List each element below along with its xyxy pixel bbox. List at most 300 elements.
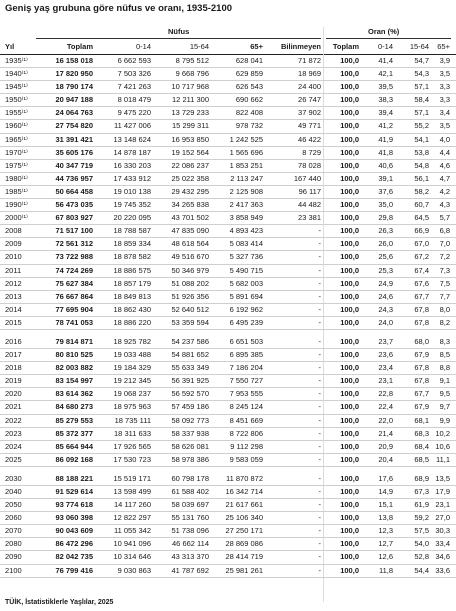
cell-ratio-total: 100,0 bbox=[340, 304, 359, 314]
cell-year: 2080 bbox=[5, 539, 22, 549]
table-row bbox=[0, 565, 456, 578]
cell-year: 1965⁽¹⁾ bbox=[5, 134, 28, 144]
column-header-year: Yıl bbox=[5, 42, 15, 51]
cell-total: 85 279 553 bbox=[55, 415, 93, 425]
cell-ratio-0-14: 23,7 bbox=[378, 336, 393, 346]
cell-year: 2100 bbox=[5, 565, 22, 575]
cell-unknown: 18 969 bbox=[298, 69, 321, 79]
group-header-row bbox=[0, 27, 456, 40]
table-row bbox=[0, 291, 456, 304]
cell-age-15-64: 25 022 358 bbox=[171, 173, 209, 183]
cell-ratio-15-64: 68,3 bbox=[414, 428, 429, 438]
cell-unknown: - bbox=[318, 539, 321, 549]
cell-age-0-14: 17 926 565 bbox=[113, 441, 151, 451]
cell-age-65-plus: 7 186 204 bbox=[229, 363, 263, 373]
cell-age-0-14: 18 859 334 bbox=[113, 239, 151, 249]
cell-ratio-0-14: 20,9 bbox=[378, 441, 393, 451]
cell-year: 2017 bbox=[5, 350, 22, 360]
cell-ratio-0-14: 24,3 bbox=[378, 304, 393, 314]
cell-year: 1935⁽¹⁾ bbox=[5, 56, 28, 65]
cell-ratio-0-14: 21,4 bbox=[378, 428, 393, 438]
cell-age-0-14: 19 745 352 bbox=[113, 200, 151, 210]
cell-year: 2008 bbox=[5, 226, 22, 236]
cell-ratio-total: 100,0 bbox=[340, 350, 359, 360]
table-row bbox=[0, 525, 456, 538]
cell-age-65-plus: 629 859 bbox=[235, 69, 263, 79]
cell-age-0-14: 18 975 963 bbox=[113, 402, 151, 412]
cell-year: 2019 bbox=[5, 376, 22, 386]
cell-ratio-0-14: 24,0 bbox=[378, 317, 393, 327]
cell-total: 90 043 609 bbox=[55, 526, 93, 536]
cell-age-65-plus: 16 342 714 bbox=[225, 487, 263, 496]
cell-total: 16 158 018 bbox=[55, 56, 93, 65]
cell-age-0-14: 6 662 593 bbox=[117, 56, 151, 65]
table-row bbox=[0, 538, 456, 551]
cell-ratio-total: 100,0 bbox=[340, 291, 359, 301]
cell-total: 76 667 864 bbox=[55, 291, 93, 301]
table-row bbox=[0, 107, 456, 120]
cell-ratio-total: 100,0 bbox=[340, 186, 359, 196]
cell-ratio-0-14: 12,3 bbox=[378, 526, 393, 536]
cell-age-15-64: 58 039 697 bbox=[171, 500, 209, 510]
cell-total: 27 754 820 bbox=[55, 121, 93, 131]
cell-unknown: - bbox=[318, 441, 321, 451]
cell-ratio-65-plus: 34,6 bbox=[435, 552, 450, 562]
cell-unknown: - bbox=[318, 402, 321, 412]
cell-ratio-0-14: 39,1 bbox=[378, 173, 393, 183]
cell-ratio-15-64: 61,9 bbox=[414, 500, 429, 510]
cell-unknown: - bbox=[318, 291, 321, 301]
cell-age-0-14: 11 427 006 bbox=[114, 121, 151, 131]
cell-unknown: - bbox=[318, 265, 321, 275]
cell-age-15-64: 53 359 594 bbox=[171, 317, 209, 327]
cell-age-0-14: 12 822 297 bbox=[113, 513, 151, 523]
cell-ratio-0-14: 37,6 bbox=[378, 186, 393, 196]
cell-ratio-15-64: 67,8 bbox=[414, 376, 429, 386]
cell-ratio-15-64: 68,4 bbox=[414, 441, 429, 451]
cell-unknown: 71 872 bbox=[298, 56, 321, 65]
cell-age-65-plus: 978 732 bbox=[235, 121, 263, 131]
cell-age-65-plus: 9 112 298 bbox=[230, 441, 263, 451]
cell-total: 56 473 035 bbox=[55, 200, 93, 210]
cell-ratio-total: 100,0 bbox=[340, 500, 359, 510]
cell-year: 2014 bbox=[5, 304, 22, 314]
cell-age-65-plus: 11 870 872 bbox=[226, 473, 263, 483]
cell-ratio-0-14: 40,6 bbox=[378, 160, 393, 170]
cell-age-15-64: 49 516 670 bbox=[171, 252, 209, 262]
cell-ratio-total: 100,0 bbox=[340, 526, 359, 536]
cell-unknown: - bbox=[318, 565, 321, 575]
cell-ratio-15-64: 58,4 bbox=[414, 95, 429, 105]
cell-age-15-64: 61 588 402 bbox=[171, 487, 209, 496]
cell-ratio-total: 100,0 bbox=[340, 200, 359, 210]
cell-age-65-plus: 28 414 719 bbox=[225, 552, 263, 562]
column-header-ratio-15-64: 15-64 bbox=[409, 42, 429, 51]
cell-total: 86 472 296 bbox=[55, 539, 93, 549]
cell-age-15-64: 58 337 938 bbox=[171, 428, 209, 438]
cell-ratio-15-64: 67,8 bbox=[414, 363, 429, 373]
cell-age-0-14: 9 030 863 bbox=[117, 565, 151, 575]
cell-total: 79 814 871 bbox=[55, 336, 93, 346]
cell-age-65-plus: 5 490 715 bbox=[229, 265, 263, 275]
cell-total: 75 627 384 bbox=[55, 278, 93, 288]
table-body bbox=[0, 55, 456, 578]
cell-ratio-total: 100,0 bbox=[340, 278, 359, 288]
cell-age-65-plus: 5 891 694 bbox=[229, 291, 263, 301]
cell-ratio-65-plus: 33,6 bbox=[435, 565, 450, 575]
cell-ratio-total: 100,0 bbox=[340, 389, 359, 399]
cell-total: 71 517 100 bbox=[55, 226, 93, 236]
table-row bbox=[0, 415, 456, 428]
cell-ratio-65-plus: 3,3 bbox=[439, 95, 450, 105]
cell-unknown: - bbox=[318, 350, 321, 360]
cell-ratio-total: 100,0 bbox=[340, 252, 359, 262]
cell-ratio-65-plus: 4,0 bbox=[439, 134, 450, 144]
cell-total: 85 664 944 bbox=[55, 441, 93, 451]
table-row bbox=[0, 551, 456, 564]
cell-age-0-14: 13 148 624 bbox=[113, 134, 151, 144]
column-header-age-15-64: 15-64 bbox=[189, 42, 209, 51]
cell-ratio-65-plus: 9,5 bbox=[439, 389, 450, 399]
cell-ratio-65-plus: 3,3 bbox=[439, 82, 450, 92]
cell-ratio-15-64: 67,7 bbox=[414, 291, 429, 301]
cell-total: 86 092 168 bbox=[55, 454, 93, 464]
cell-ratio-65-plus: 7,7 bbox=[439, 291, 450, 301]
cell-age-15-64: 47 835 090 bbox=[171, 226, 209, 236]
cell-ratio-65-plus: 8,5 bbox=[439, 350, 450, 360]
table-row bbox=[0, 134, 456, 147]
cell-ratio-0-14: 24,9 bbox=[378, 278, 393, 288]
cell-age-15-64: 55 131 760 bbox=[171, 513, 209, 523]
cell-age-15-64: 13 729 233 bbox=[171, 108, 209, 118]
cell-ratio-65-plus: 27,0 bbox=[435, 513, 450, 523]
cell-ratio-0-14: 22,4 bbox=[378, 402, 393, 412]
cell-unknown: 46 422 bbox=[298, 134, 321, 144]
cell-total: 82 003 882 bbox=[55, 363, 93, 373]
cell-unknown: - bbox=[318, 226, 321, 236]
cell-age-0-14: 13 598 499 bbox=[113, 487, 151, 496]
cell-ratio-total: 100,0 bbox=[340, 69, 359, 79]
cell-total: 40 347 719 bbox=[55, 160, 93, 170]
cell-ratio-15-64: 68,5 bbox=[414, 454, 429, 464]
table-row bbox=[0, 349, 456, 362]
cell-year: 2009 bbox=[5, 239, 22, 249]
cell-ratio-0-14: 26,3 bbox=[378, 226, 393, 236]
cell-ratio-15-64: 67,8 bbox=[414, 304, 429, 314]
cell-age-0-14: 11 055 342 bbox=[114, 526, 151, 536]
cell-total: 83 614 362 bbox=[55, 389, 93, 399]
cell-unknown: - bbox=[318, 278, 321, 288]
cell-ratio-15-64: 67,8 bbox=[414, 317, 429, 327]
cell-age-15-64: 57 459 186 bbox=[171, 402, 209, 412]
table-row bbox=[0, 265, 456, 278]
cell-ratio-total: 100,0 bbox=[340, 441, 359, 451]
group-underline-oran bbox=[326, 38, 451, 39]
cell-age-15-64: 56 391 925 bbox=[171, 376, 209, 386]
cell-total: 18 790 174 bbox=[55, 82, 93, 92]
cell-age-65-plus: 7 953 555 bbox=[229, 389, 263, 399]
cell-ratio-total: 100,0 bbox=[340, 226, 359, 236]
cell-ratio-total: 100,0 bbox=[340, 454, 359, 464]
cell-age-65-plus: 25 106 340 bbox=[225, 513, 263, 523]
cell-age-0-14: 18 788 587 bbox=[113, 226, 151, 236]
cell-ratio-65-plus: 9,7 bbox=[439, 402, 450, 412]
cell-year: 2060 bbox=[5, 513, 22, 523]
cell-ratio-0-14: 42,1 bbox=[378, 69, 393, 79]
table-row bbox=[0, 441, 456, 454]
cell-age-0-14: 18 862 430 bbox=[113, 304, 151, 314]
cell-ratio-total: 100,0 bbox=[340, 473, 359, 483]
cell-ratio-total: 100,0 bbox=[340, 121, 359, 131]
cell-age-15-64: 43 701 502 bbox=[171, 213, 209, 223]
cell-ratio-65-plus: 3,4 bbox=[439, 108, 450, 118]
cell-ratio-15-64: 54,0 bbox=[414, 539, 429, 549]
cell-unknown: 8 729 bbox=[302, 147, 321, 157]
cell-unknown: - bbox=[318, 239, 321, 249]
cell-ratio-total: 100,0 bbox=[340, 108, 359, 118]
cell-age-15-64: 41 787 692 bbox=[171, 565, 209, 575]
cell-ratio-0-14: 25,3 bbox=[378, 265, 393, 275]
group-header-oran: Oran (%) bbox=[368, 27, 400, 36]
table-row bbox=[0, 55, 456, 68]
cell-ratio-15-64: 57,1 bbox=[414, 82, 429, 92]
cell-age-15-64: 19 152 564 bbox=[171, 147, 209, 157]
cell-year: 1940⁽¹⁾ bbox=[5, 69, 28, 79]
cell-age-65-plus: 5 682 003 bbox=[229, 278, 263, 288]
cell-age-15-64: 51 738 096 bbox=[171, 526, 209, 536]
cell-age-0-14: 17 433 912 bbox=[113, 173, 151, 183]
cell-total: 80 810 525 bbox=[55, 350, 93, 360]
column-header-total: Toplam bbox=[66, 42, 93, 51]
cell-age-65-plus: 9 583 059 bbox=[229, 454, 263, 464]
cell-unknown: 96 117 bbox=[298, 186, 321, 196]
group-underline-nufus bbox=[36, 38, 321, 39]
cell-ratio-total: 100,0 bbox=[340, 487, 359, 496]
table-row bbox=[0, 401, 456, 414]
cell-age-65-plus: 5 327 736 bbox=[229, 252, 263, 262]
cell-age-0-14: 17 530 723 bbox=[113, 454, 151, 464]
cell-ratio-0-14: 41,4 bbox=[378, 56, 393, 65]
cell-year: 2011 bbox=[5, 265, 22, 275]
cell-unknown: - bbox=[318, 363, 321, 373]
cell-age-65-plus: 4 893 423 bbox=[229, 226, 263, 236]
cell-ratio-15-64: 58,2 bbox=[414, 186, 429, 196]
cell-total: 84 680 273 bbox=[55, 402, 93, 412]
cell-unknown: - bbox=[318, 500, 321, 510]
cell-age-15-64: 55 633 349 bbox=[171, 363, 209, 373]
cell-age-65-plus: 6 895 385 bbox=[229, 350, 263, 360]
cell-total: 78 741 053 bbox=[55, 317, 93, 327]
column-header-age-65-plus: 65+ bbox=[250, 42, 263, 51]
cell-unknown: 49 771 bbox=[298, 121, 321, 131]
cell-age-15-64: 58 092 773 bbox=[171, 415, 209, 425]
cell-age-0-14: 18 878 582 bbox=[113, 252, 151, 262]
cell-total: 93 060 398 bbox=[55, 513, 93, 523]
cell-age-0-14: 19 033 488 bbox=[113, 350, 151, 360]
cell-unknown: - bbox=[318, 376, 321, 386]
cell-ratio-65-plus: 9,1 bbox=[439, 376, 450, 386]
cell-total: 76 799 416 bbox=[55, 565, 93, 575]
cell-age-15-64: 9 668 796 bbox=[175, 69, 209, 79]
cell-ratio-15-64: 57,1 bbox=[414, 108, 429, 118]
table-row bbox=[0, 317, 456, 330]
cell-age-65-plus: 2 113 247 bbox=[230, 173, 263, 183]
cell-year: 1960⁽¹⁾ bbox=[5, 121, 28, 131]
table-row bbox=[0, 147, 456, 160]
cell-age-65-plus: 2 417 363 bbox=[229, 200, 263, 210]
cell-ratio-0-14: 39,5 bbox=[378, 82, 393, 92]
cell-age-15-64: 51 088 202 bbox=[171, 278, 209, 288]
cell-age-15-64: 51 926 356 bbox=[171, 291, 209, 301]
cell-age-0-14: 18 311 633 bbox=[114, 428, 151, 438]
table-row bbox=[0, 486, 456, 499]
cell-year: 2015 bbox=[5, 317, 22, 327]
cell-ratio-0-14: 14,9 bbox=[378, 487, 393, 496]
cell-age-65-plus: 8 722 806 bbox=[229, 428, 263, 438]
cell-ratio-65-plus: 4,7 bbox=[439, 173, 450, 183]
cell-ratio-15-64: 64,5 bbox=[414, 213, 429, 223]
table-row bbox=[0, 186, 456, 199]
cell-year: 2022 bbox=[5, 415, 22, 425]
cell-ratio-15-64: 67,6 bbox=[414, 278, 429, 288]
cell-age-0-14: 14 117 260 bbox=[114, 500, 151, 510]
cell-unknown: - bbox=[318, 513, 321, 523]
cell-ratio-0-14: 23,6 bbox=[378, 350, 393, 360]
cell-unknown: 167 440 bbox=[293, 173, 321, 183]
cell-age-65-plus: 2 125 908 bbox=[229, 186, 263, 196]
cell-year: 2050 bbox=[5, 500, 22, 510]
cell-age-15-64: 54 237 586 bbox=[171, 336, 209, 346]
cell-age-65-plus: 6 651 503 bbox=[229, 336, 263, 346]
cell-unknown: - bbox=[318, 428, 321, 438]
cell-ratio-15-64: 68,9 bbox=[414, 473, 429, 483]
cell-ratio-0-14: 35,0 bbox=[378, 200, 393, 210]
cell-ratio-total: 100,0 bbox=[340, 376, 359, 386]
cell-year: 2024 bbox=[5, 441, 22, 451]
cell-ratio-65-plus: 8,8 bbox=[439, 363, 450, 373]
cell-ratio-15-64: 55,2 bbox=[414, 121, 429, 131]
cell-age-65-plus: 1 853 251 bbox=[229, 160, 263, 170]
cell-ratio-65-plus: 4,2 bbox=[439, 186, 450, 196]
cell-age-15-64: 46 662 114 bbox=[172, 539, 209, 549]
cell-ratio-15-64: 54,1 bbox=[414, 134, 429, 144]
page-title: Geniş yaş grubuna göre nüfus ve oranı, 1935-2100 bbox=[5, 3, 233, 14]
cell-ratio-0-14: 22,8 bbox=[378, 389, 393, 399]
cell-ratio-total: 100,0 bbox=[340, 173, 359, 183]
cell-ratio-total: 100,0 bbox=[340, 317, 359, 327]
cell-ratio-15-64: 60,7 bbox=[414, 200, 429, 210]
column-header-unknown: Bilinmeyen bbox=[280, 42, 321, 51]
cell-ratio-total: 100,0 bbox=[340, 56, 359, 65]
cell-ratio-0-14: 12,6 bbox=[378, 552, 393, 562]
cell-ratio-15-64: 56,1 bbox=[414, 173, 429, 183]
cell-total: 50 664 458 bbox=[55, 186, 93, 196]
cell-ratio-total: 100,0 bbox=[340, 415, 359, 425]
table-row bbox=[0, 388, 456, 401]
cell-age-65-plus: 6 495 239 bbox=[229, 317, 263, 327]
cell-ratio-65-plus: 7,0 bbox=[439, 239, 450, 249]
cell-year: 2016 bbox=[5, 336, 22, 346]
cell-age-65-plus: 626 543 bbox=[235, 82, 263, 92]
cell-total: 17 820 950 bbox=[55, 69, 93, 79]
cell-ratio-65-plus: 13,5 bbox=[435, 473, 450, 483]
cell-unknown: - bbox=[318, 317, 321, 327]
cell-age-0-14: 19 068 237 bbox=[113, 389, 151, 399]
cell-ratio-65-plus: 10,6 bbox=[435, 441, 450, 451]
cell-age-65-plus: 628 041 bbox=[235, 56, 263, 65]
cell-age-0-14: 7 421 263 bbox=[117, 82, 151, 92]
cell-unknown: - bbox=[318, 454, 321, 464]
column-header-ratio-0-14: 0-14 bbox=[377, 42, 393, 51]
cell-total: 93 774 618 bbox=[55, 500, 93, 510]
cell-age-15-64: 56 592 570 bbox=[171, 389, 209, 399]
cell-ratio-15-64: 67,2 bbox=[414, 252, 429, 262]
cell-year: 1955⁽¹⁾ bbox=[5, 108, 28, 118]
table-row bbox=[0, 68, 456, 81]
cell-ratio-0-14: 24,6 bbox=[378, 291, 393, 301]
cell-age-0-14: 18 886 220 bbox=[113, 317, 151, 327]
cell-ratio-total: 100,0 bbox=[340, 565, 359, 575]
cell-unknown: 26 747 bbox=[298, 95, 321, 105]
cell-ratio-0-14: 23,4 bbox=[378, 363, 393, 373]
cell-unknown: - bbox=[318, 336, 321, 346]
cell-year: 2000⁽¹⁾ bbox=[5, 213, 28, 223]
cell-ratio-15-64: 67,9 bbox=[414, 402, 429, 412]
cell-total: 88 188 221 bbox=[55, 473, 93, 483]
cell-unknown: 37 902 bbox=[298, 108, 321, 118]
cell-ratio-65-plus: 7,5 bbox=[439, 278, 450, 288]
cell-ratio-65-plus: 9,9 bbox=[439, 415, 450, 425]
cell-ratio-0-14: 26,0 bbox=[378, 239, 393, 249]
cell-age-65-plus: 1 242 525 bbox=[229, 134, 263, 144]
table-row bbox=[0, 120, 456, 133]
cell-age-15-64: 48 618 564 bbox=[171, 239, 209, 249]
cell-ratio-15-64: 57,5 bbox=[414, 526, 429, 536]
cell-ratio-0-14: 25,6 bbox=[378, 252, 393, 262]
table-row bbox=[0, 336, 456, 349]
cell-age-0-14: 20 220 095 bbox=[113, 213, 151, 223]
cell-ratio-0-14: 12,7 bbox=[378, 539, 393, 549]
cell-total: 24 064 763 bbox=[55, 108, 93, 118]
cell-ratio-65-plus: 7,3 bbox=[439, 265, 450, 275]
cell-ratio-total: 100,0 bbox=[340, 147, 359, 157]
cell-age-0-14: 19 212 345 bbox=[113, 376, 151, 386]
cell-age-65-plus: 1 565 696 bbox=[229, 147, 263, 157]
cell-age-15-64: 15 299 311 bbox=[172, 121, 209, 131]
cell-ratio-15-64: 67,3 bbox=[414, 487, 429, 496]
cell-ratio-15-64: 52,8 bbox=[414, 552, 429, 562]
cell-age-65-plus: 28 869 086 bbox=[225, 539, 263, 549]
cell-age-15-64: 58 626 081 bbox=[171, 441, 209, 451]
table-row bbox=[0, 499, 456, 512]
cell-age-15-64: 22 086 237 bbox=[171, 160, 209, 170]
cell-ratio-65-plus: 17,9 bbox=[435, 487, 450, 496]
cell-total: 31 391 421 bbox=[55, 134, 93, 144]
cell-age-0-14: 16 330 203 bbox=[113, 160, 151, 170]
cell-ratio-total: 100,0 bbox=[340, 428, 359, 438]
cell-age-15-64: 34 265 838 bbox=[171, 200, 209, 210]
cell-ratio-15-64: 54,3 bbox=[414, 69, 429, 79]
cell-ratio-15-64: 67,9 bbox=[414, 350, 429, 360]
cell-ratio-65-plus: 8,3 bbox=[439, 336, 450, 346]
cell-ratio-total: 100,0 bbox=[340, 82, 359, 92]
table-row bbox=[0, 225, 456, 238]
cell-ratio-65-plus: 4,4 bbox=[439, 147, 450, 157]
cell-age-65-plus: 25 981 261 bbox=[225, 565, 263, 575]
cell-ratio-65-plus: 8,2 bbox=[439, 317, 450, 327]
cell-ratio-15-64: 66,9 bbox=[414, 226, 429, 236]
table-row bbox=[0, 454, 456, 467]
